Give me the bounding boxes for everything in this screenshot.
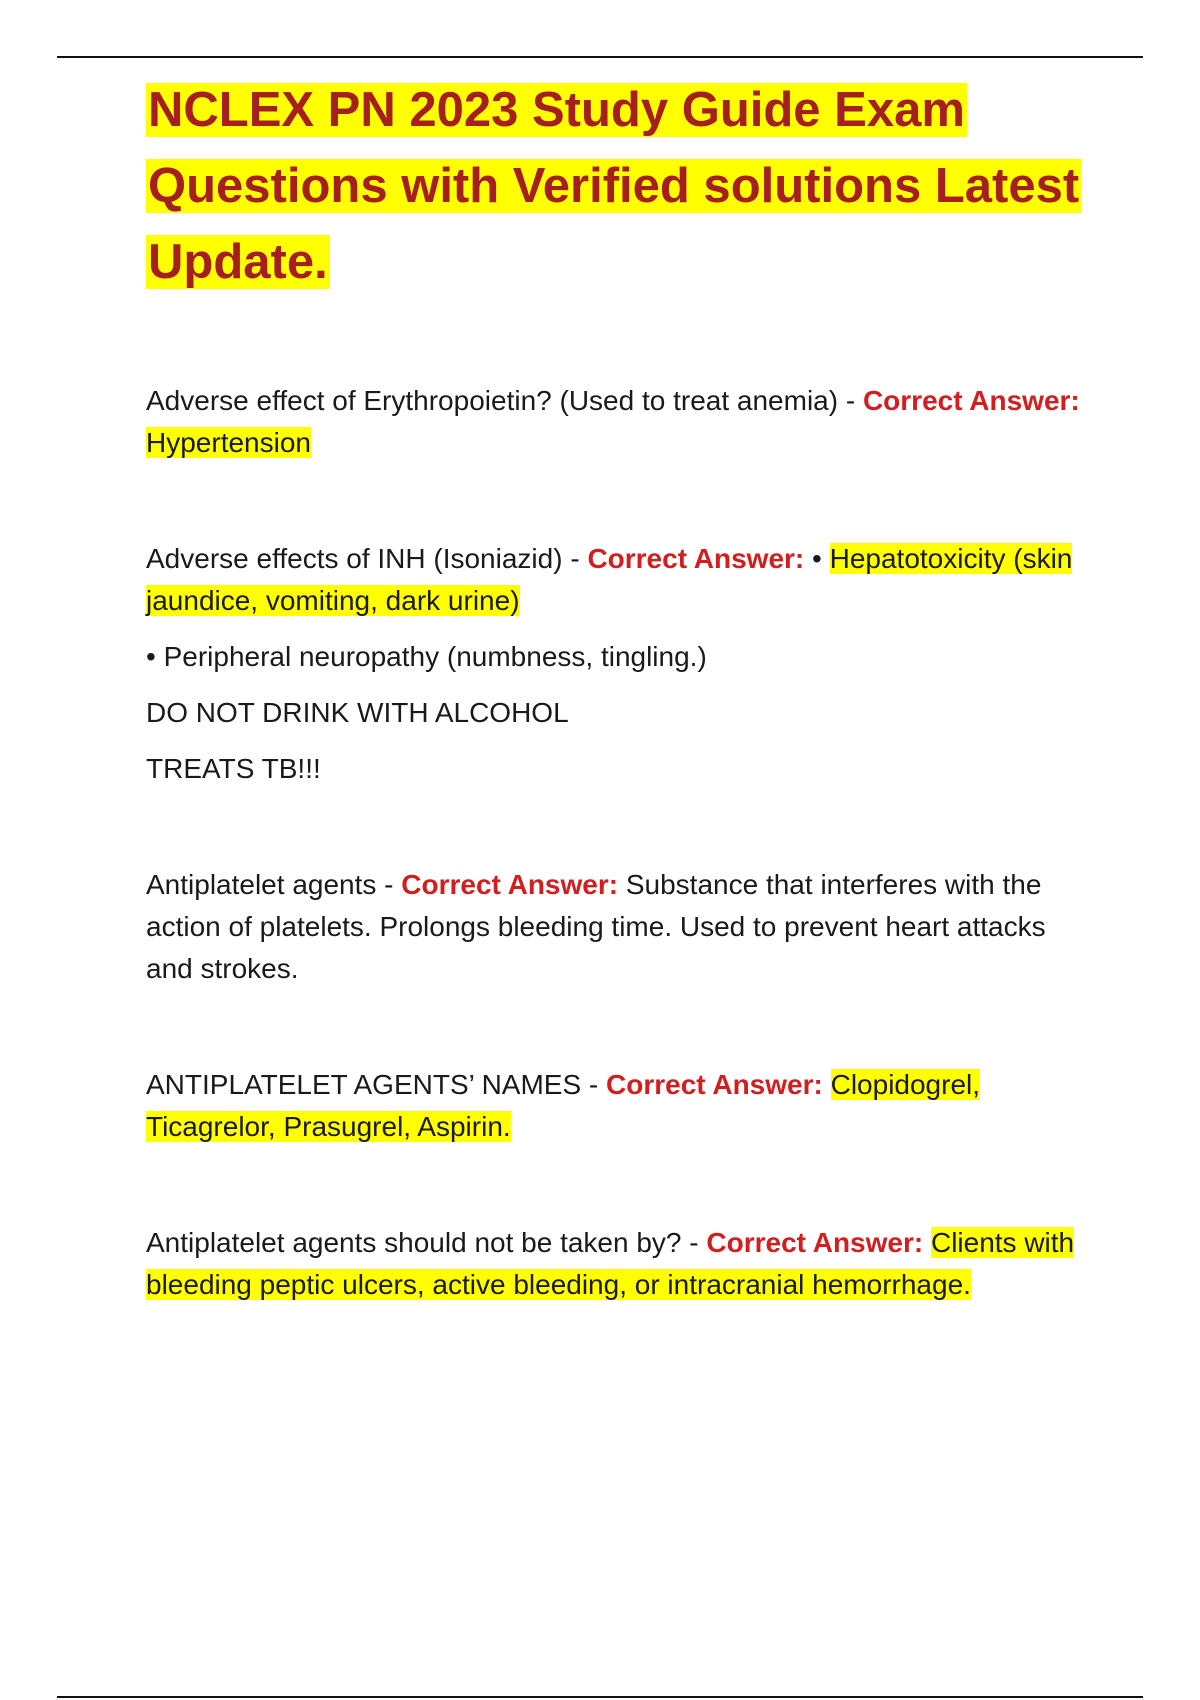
question-text: Antiplatelet agents -	[146, 869, 402, 900]
answer-text: Clopidogrel, Ticagrelor, Prasugrel, Aspirin.	[146, 1069, 981, 1142]
answer-label: Correct Answer:	[401, 869, 619, 900]
answer-bullet: •	[812, 543, 830, 574]
question-text: Adverse effect of Erythropoietin? (Used to treat anemia) -	[146, 385, 863, 416]
bottom-rule	[57, 1696, 1143, 1698]
answer-label: Correct Answer:	[706, 1227, 924, 1258]
answer-text: Substance that interferes with the action of platelets. Prolongs bleeding time. Used to prevent heart attacks and strokes.	[146, 869, 1046, 984]
answer-label: Correct Answer:	[862, 385, 1080, 416]
answer-label: Correct Answer:	[587, 543, 805, 574]
answer-text: Clients with bleeding peptic ulcers, active bleeding, or intracranial hemorrhage.	[146, 1227, 1075, 1300]
question-text: Antiplatelet agents should not be taken by? -	[146, 1227, 707, 1258]
qa-item-inh	[146, 538, 1096, 622]
top-rule	[57, 56, 1143, 58]
qa-item-antiplatelet-contraindications	[146, 1222, 1096, 1306]
qa-item-antiplatelet-names	[146, 1064, 1096, 1148]
note-line: DO NOT DRINK WITH ALCOHOL	[146, 697, 569, 728]
answer-label: Correct Answer:	[606, 1069, 823, 1100]
note-line: TREATS TB!!!	[146, 753, 321, 784]
answer-text: Hepatotoxicity (skin jaundice, vomiting, dark urine)	[146, 543, 1073, 616]
document-page	[146, 72, 1096, 1306]
question-text: Adverse effects of INH (Isoniazid) -	[146, 543, 588, 574]
qa-item-erythropoietin	[146, 380, 1096, 464]
document-title: NCLEX PN 2023 Study Guide Exam Questions with Verified solutions Latest Update.	[148, 83, 1080, 289]
qa-item-antiplatelet-agents	[146, 864, 1096, 990]
question-text: ANTIPLATELET AGENTS’ NAMES -	[146, 1069, 607, 1100]
answer-text: Hypertension	[146, 427, 311, 458]
note-line: • Peripheral neuropathy (numbness, tingling.)	[146, 641, 707, 672]
